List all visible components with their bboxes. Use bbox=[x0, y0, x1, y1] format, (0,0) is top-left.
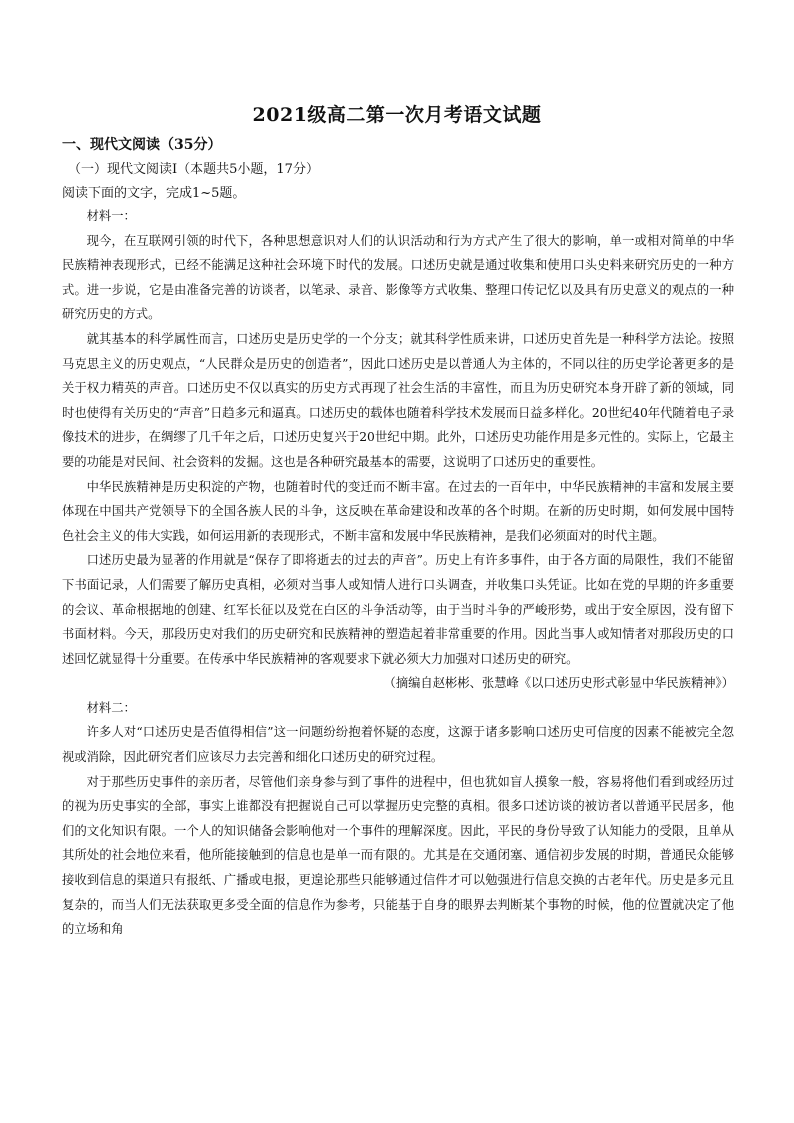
material1-label: 材料一： bbox=[86, 209, 136, 223]
material1-source: （摘编自赵彬彬、张慧峰《以口述历史形式彰显中华民族精神》） bbox=[383, 676, 734, 691]
material1-paragraph: 中华民族精神是历史积淀的产物，也随着时代的变迁而不断丰富。在过去的一百年中，中华民族精神的丰富和发展主要体现在中国共产党领导下的全国各族人民的斗争，这反映在革命建设和改革的各个时期。在新的历史时期，如何发展中国特色社会主义的伟大实践，如何运用新的表现形式，不断丰富和发展中华民族精神，是我们必须面对的时代主题。 bbox=[62, 479, 734, 543]
page-title: 2021级高二第一次月考语文试题 bbox=[252, 104, 542, 126]
instruction-text: 阅读下面的文字，完成1~5题。 bbox=[62, 186, 246, 201]
material2-paragraph: 对于那些历史事件的亲历者，尽管他们亲身参与到了事件的进程中，但也犹如盲人摸象一般，容易将他们看到或经历过的视为历史事实的全部，事实上谁都没有把握说自己可以掌握历史完整的真相。很多口述访谈的被访者以普通平民居多，他们的文化知识有限。一个人的知识储备会影响他对一个事件的理解深度。因此，平民的身份导致了认知能力的受限，且单从其所处的社会地位来看，他所能接触到的信息也是单一而有限的。尤其是在交通闭塞、通信初步发展的时期，普通民众能够接收到信息的渠道只有报纸、广播或电报，更遑论那些只能够通过信件才可以勉强进行信息交换的古老年代。历史是多元且复杂的，而当人们无法获取更多受全面的信息作为参考，只能基于自身的眼界去判断某个事物的时候，他的位置就决定了他的立场和角 bbox=[62, 774, 734, 937]
material1-paragraph: 口述历史最为显著的作用就是“保存了即将逝去的过去的声音”。历史上有许多事件，由于各方面的局限性，我们不能留下书面记录，人们需要了解历史真相，必须对当事人或知情人进行口头调查，并收集口头凭证。比如在党的早期的许多重要的会议、革命根据地的创建、红军长征以及党在白区的斗争活动等，由于当时斗争的严峻形势，或出于安全原因，没有留下书面材料。今天，那段历史对我们的历史研究和民族精神的塑造起着非常重要的作用。因此当事人或知情者对那段历史的口述回忆就显得十分重要。在传承中华民族精神的客观要求下就必须大力加强对口述历史的研究。 bbox=[62, 553, 734, 666]
material2-label: 材料二： bbox=[86, 700, 136, 715]
material2-paragraph: 许多人对“口述历史是否值得相信”这一问题纷纷抱着怀疑的态度，这源于诸多影响口述历史可信度的因素不能被完全忽视或消除，因此研究者们应该尽力去完善和细化口述历史的研究过程。 bbox=[62, 725, 734, 765]
material1-paragraph: 现今，在互联网引领的时代下，各种思想意识对人们的认识活动和行为方式产生了很大的影响，单一或相对简单的中华民族精神表现形式，已经不能满足这种社会环境下时代的发展。口述历史就是通过收集和使用口头史料来研究历史的一种方式。进一步说，它是由准备完善的访谈者，以笔录、录音、影像等方式收集、整理口传记忆以及具有历史意义的观点的一种研究历史的方式。 bbox=[62, 233, 734, 322]
material1-paragraph: 就其基本的科学属性而言，口述历史是历史学的一个分支；就其科学性质来讲，口述历史首先是一种科学方法论。按照马克思主义的历史观点，“人民群众是历史的创造者”，因此口述历史是以普通人为主体的，不同以往的历史学论著更多的是关于权力精英的声音。口述历史不仅以真实的历史方式再现了社会生活的丰富性，而且为历史研究本身开辟了新的领域，同时也使得有关历史的“声音”日趋多元和逼真。口述历史的载体也随着科学技术发展而日益多样化。20世纪40年代随着电子录像技术的进步，在绸缪了几千年之后，口述历史复兴于20世纪中期。此外，口述历史功能作用是多元性的。实际上，它最主要的功能是对民间、社会资料的发掘。这也是各种研究最基本的需要，这说明了口述历史的重要性。 bbox=[62, 331, 734, 469]
section-heading: 一、现代文阅读（35分） bbox=[62, 137, 222, 153]
sub-heading: （一）现代文阅读Ⅰ（本题共5小题，17分） bbox=[68, 162, 319, 177]
reading-passage bbox=[62, 204, 734, 942]
